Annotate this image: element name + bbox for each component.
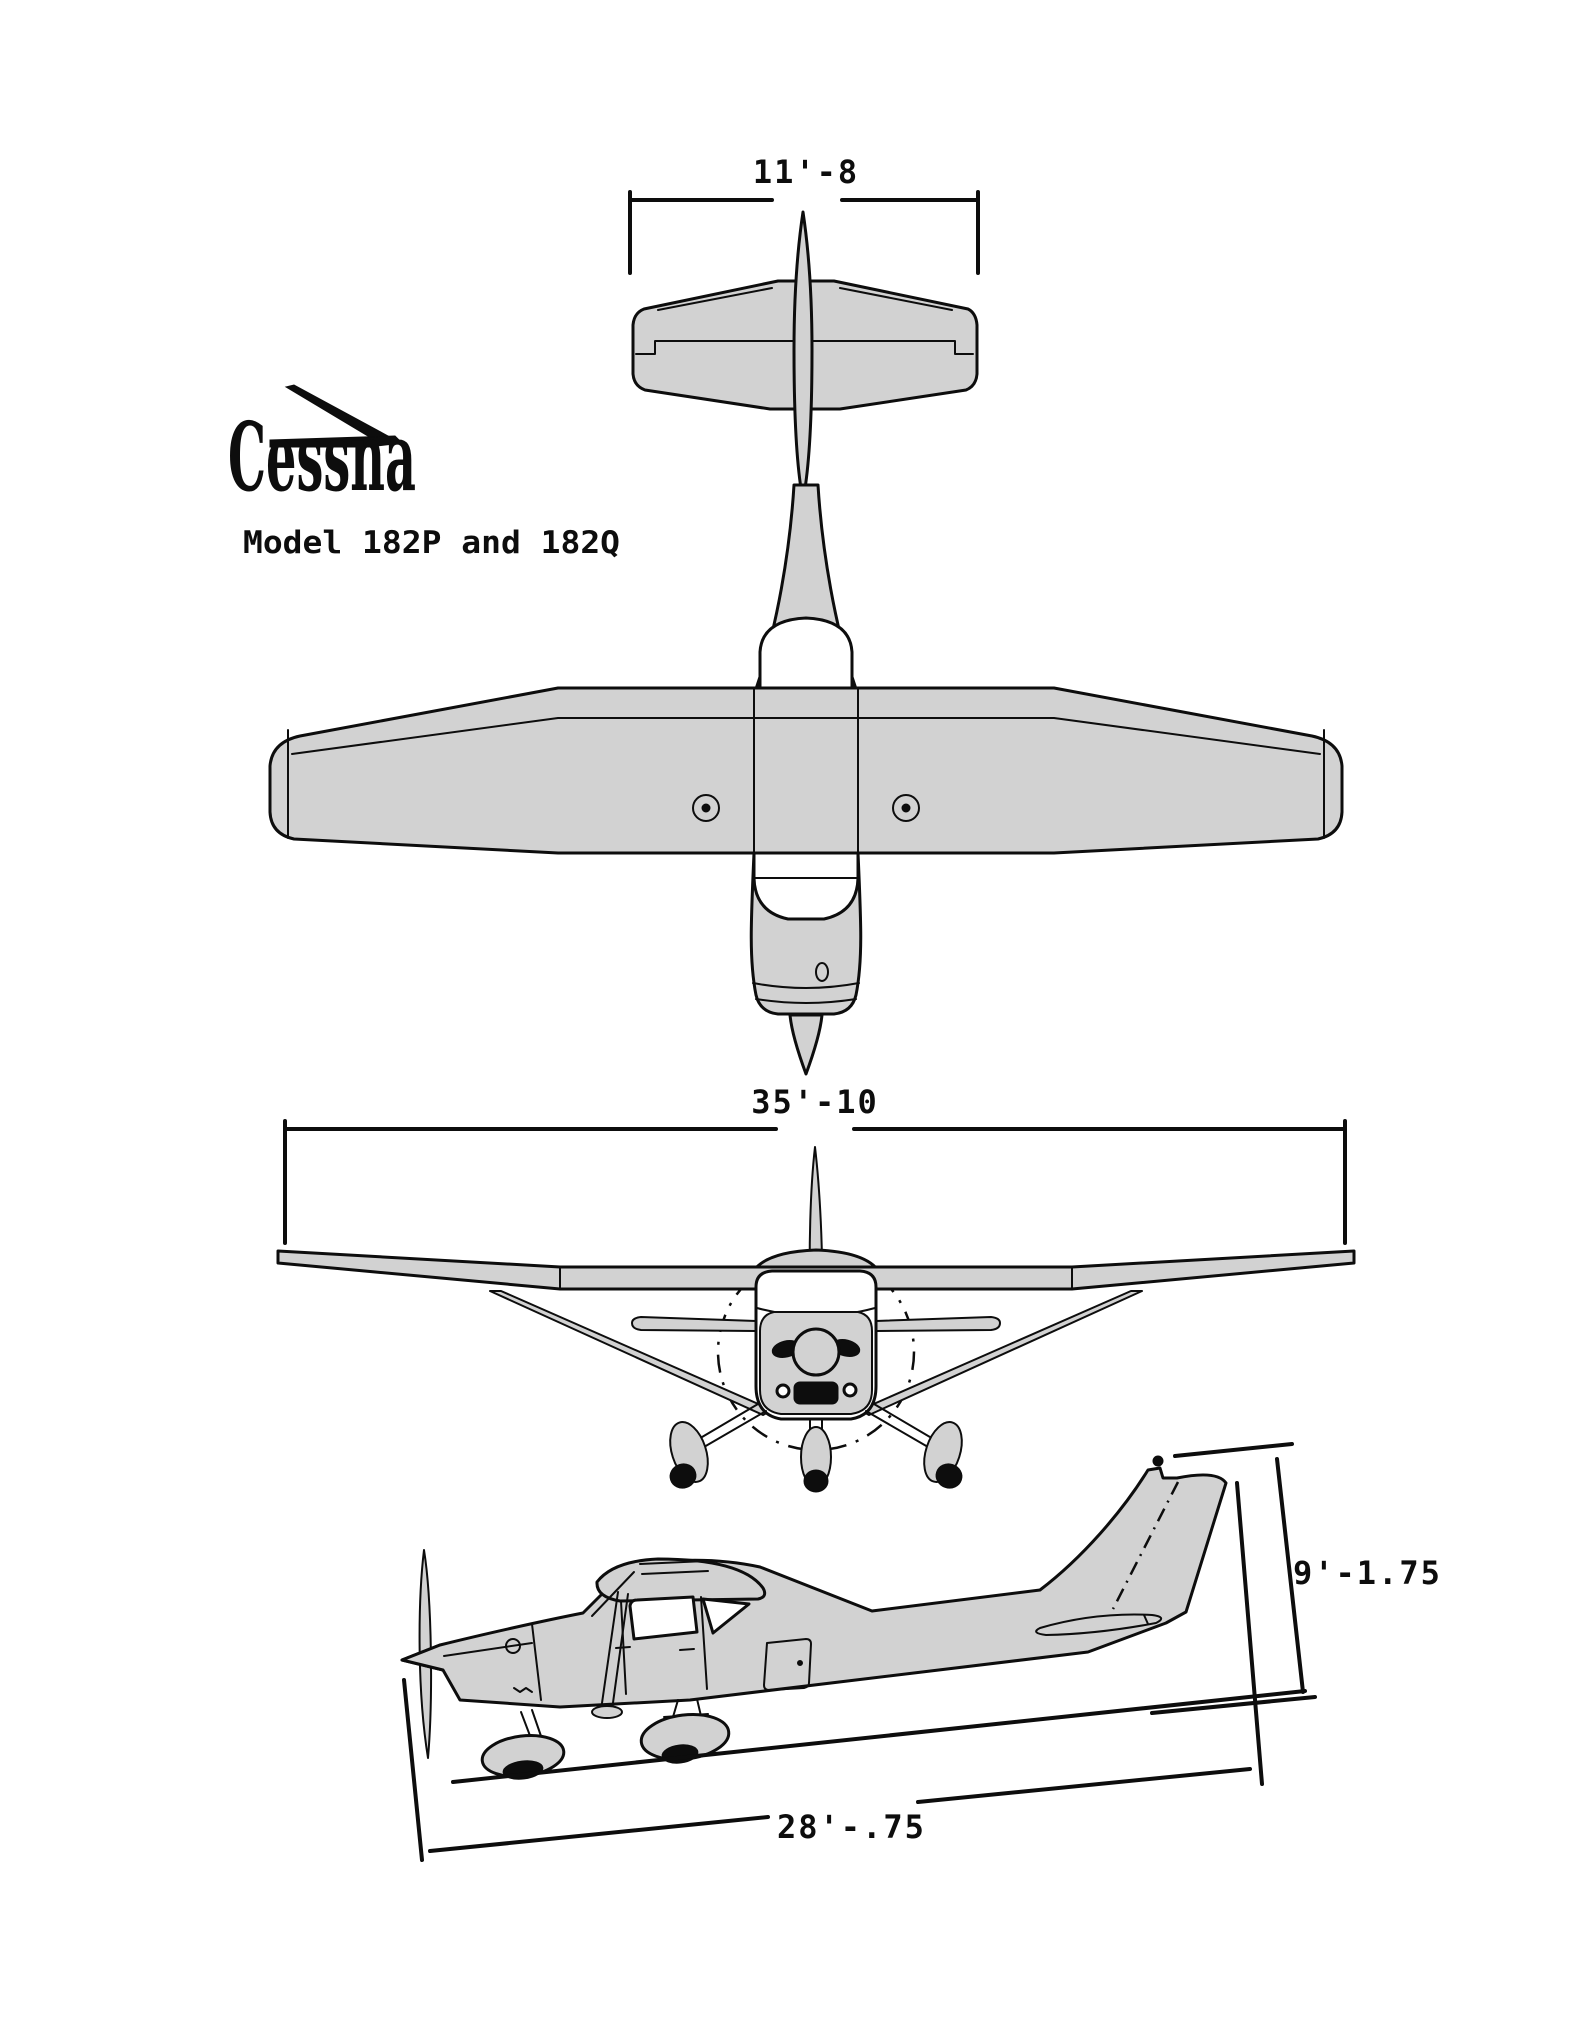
front-strut-left [490,1291,772,1415]
brand-wordmark: Cessna [228,402,416,513]
front-spinner [793,1329,839,1375]
tail-beacon [1153,1456,1163,1466]
plan-wing [270,688,1342,853]
front-view [278,1083,1354,1492]
height-label: 9'-1.75 [1293,1554,1442,1592]
front-stabilizer-right [876,1317,1000,1331]
front-strut-right [860,1291,1142,1415]
cowl-air-scoop [794,1382,838,1404]
side-view [402,1444,1442,1860]
plan-view [270,153,1342,1074]
plan-spinner [790,1015,822,1074]
door-window [630,1597,697,1639]
tail-span-label: 11'-8 [752,153,860,191]
cessna-logo [228,385,416,513]
length-label: 28'-.75 [777,1808,926,1846]
landing-light-left [777,1385,789,1397]
plan-windshield [754,853,858,919]
front-fuselage [756,1271,876,1419]
side-fuselage [402,1468,1226,1707]
plan-vertical-fin [794,212,812,500]
model-title: Model 182P and 182Q [243,525,620,561]
plan-rear-window [760,618,852,689]
wing-span-label: 35'-10 [751,1083,879,1121]
front-stabilizer-left [632,1317,756,1331]
landing-light-right [844,1384,856,1396]
